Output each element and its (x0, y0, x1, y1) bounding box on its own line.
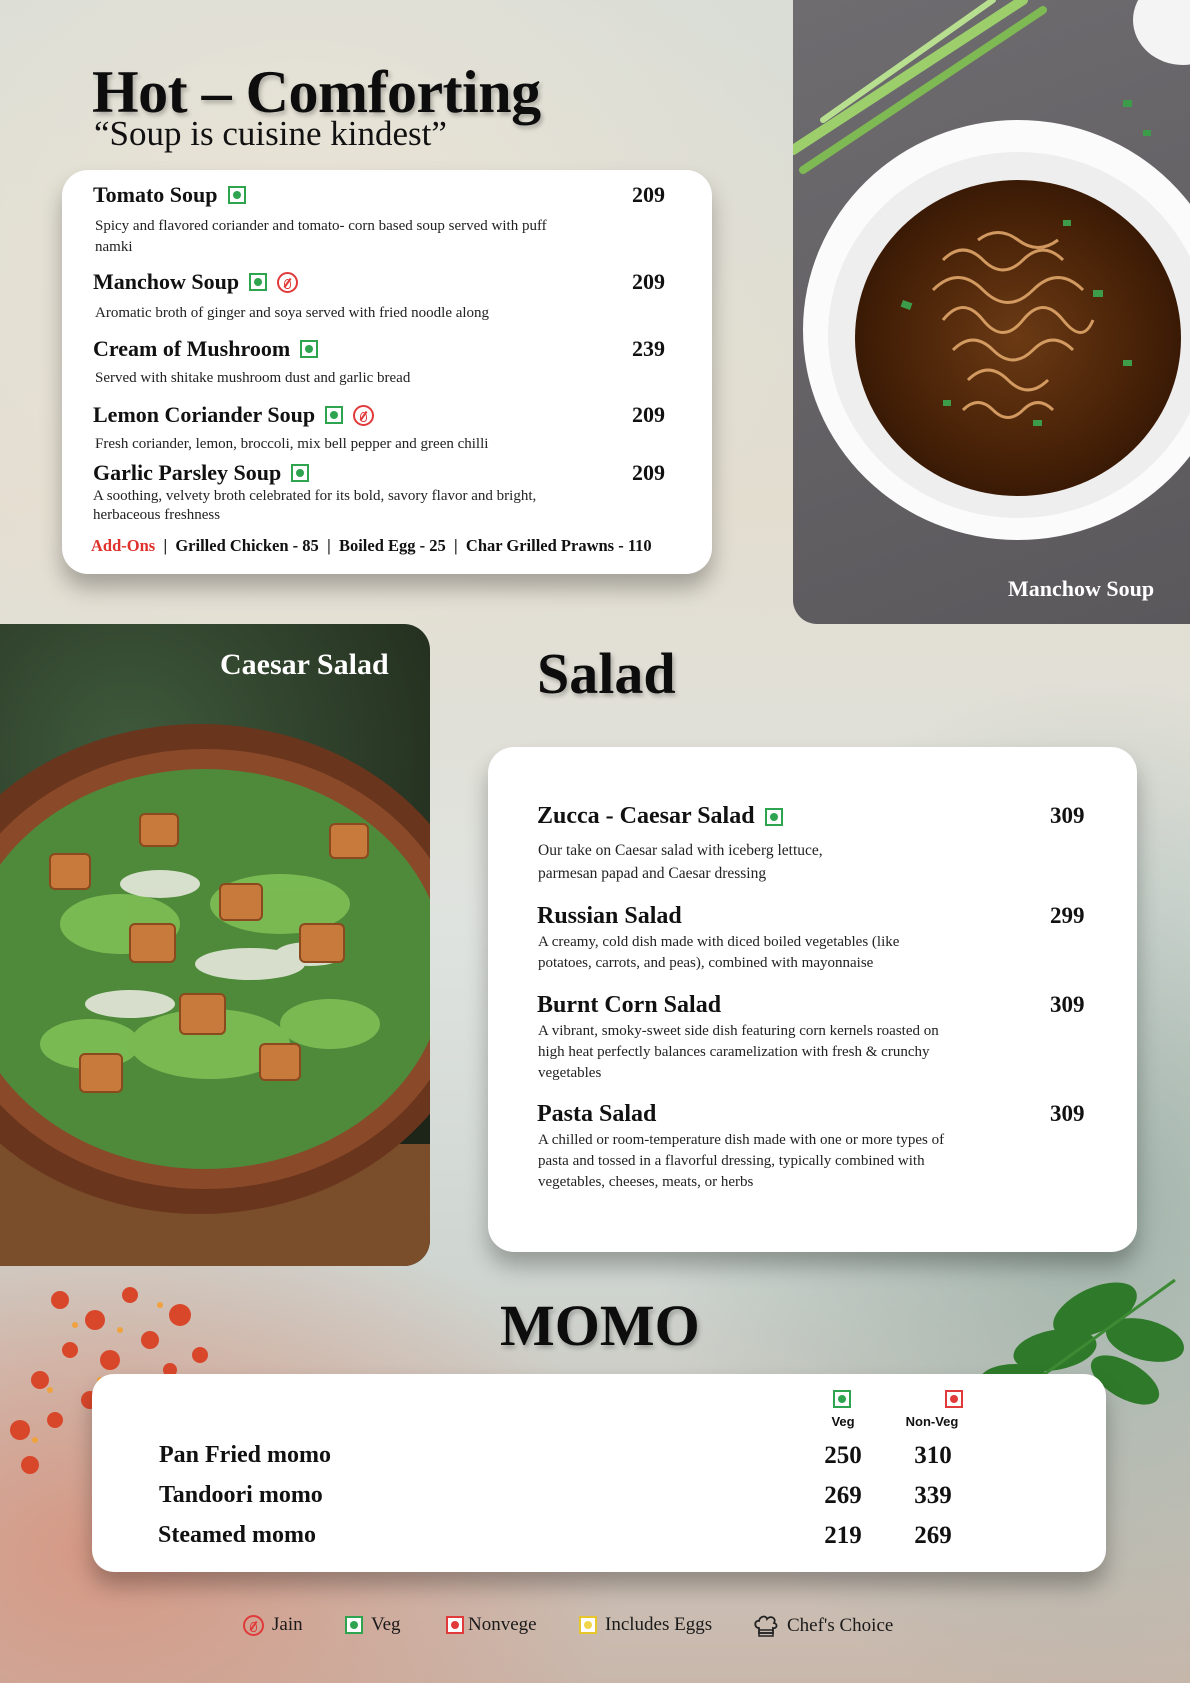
veg-icon (228, 186, 246, 204)
menu-item-name: Manchow Soup (93, 269, 240, 294)
momo-section-title: MOMO (500, 1293, 700, 1358)
veg-icon (325, 406, 343, 424)
menu-item-description: Fresh coriander, lemon, broccoli, mix bell pepper and green chilli (95, 436, 489, 452)
menu-item-name: Cream of Mushroom (93, 336, 291, 361)
veg-icon (833, 1390, 851, 1408)
legend-label: Chef's Choice (787, 1615, 894, 1636)
momo-row-nonveg-price: 339 (914, 1482, 952, 1509)
menu-item-name-row (93, 182, 246, 208)
legend-veg (345, 1614, 401, 1636)
menu-item-description: A vibrant, smoky-sweet side dish featuring corn kernels roasted on high heat perfectly balances caramelization with fresh & crunchy vegetables (538, 1023, 939, 1081)
addon-item: Char Grilled Prawns - 110 (465, 536, 652, 555)
soup-section-title: Hot – Comforting (92, 59, 541, 125)
menu-item-description: Our take on Caesar salad with iceberg lettuce, parmesan papad and Caesar dressing (538, 842, 823, 882)
menu-item-price: 309 (1050, 992, 1085, 1017)
menu-item-description: Aromatic broth of ginger and soya served with fried noodle along (95, 305, 490, 321)
menu-item-price: 239 (632, 336, 665, 361)
addons-separator: | (322, 536, 335, 555)
menu-item-price: 309 (1050, 803, 1085, 828)
veg-icon (300, 340, 318, 358)
menu-item-name: Burnt Corn Salad (537, 992, 722, 1018)
jain-icon (277, 272, 298, 293)
menu-item-price: 209 (632, 182, 665, 207)
momo-row-name: Tandoori momo (159, 1482, 323, 1508)
menu-item-price: 299 (1050, 903, 1085, 928)
legend-label: Veg (371, 1614, 401, 1635)
legend-label: Includes Eggs (605, 1614, 713, 1635)
addon-item: Boiled Egg - 25 (338, 536, 446, 555)
soup-menu-card (62, 170, 712, 574)
menu-item-price: 209 (632, 460, 665, 485)
veg-icon (345, 1616, 363, 1634)
nonveg-icon (446, 1616, 464, 1634)
momo-col-nonveg-header: Non-Veg (905, 1414, 959, 1429)
menu-item-description: Served with shitake mushroom dust and garlic bread (95, 370, 411, 386)
manchow-soup-photo (793, 0, 1190, 624)
menu-item-price: 209 (632, 269, 665, 294)
menu-item-name-row (93, 336, 318, 362)
veg-icon (291, 464, 309, 482)
momo-row-nonveg-price: 269 (914, 1522, 952, 1549)
salad-menu-card (488, 747, 1137, 1252)
menu-item-description: A chilled or room-temperature dish made with one or more types of pasta and tossed in a flavorful dressing, typically combined with vegetables, cheeses, meats, or herbs (538, 1132, 945, 1190)
addons-separator: | (159, 536, 172, 555)
legend-chef-choice (753, 1614, 893, 1638)
veg-icon (765, 808, 783, 826)
menu-item-name: Pasta Salad (537, 1101, 657, 1127)
salad-section-title: Salad (537, 641, 676, 706)
addons-label: Add-Ons (91, 536, 156, 555)
menu-item-name: Russian Salad (537, 903, 682, 929)
nonveg-icon (945, 1390, 963, 1408)
caesar-salad-photo (0, 624, 430, 1266)
veg-icon (249, 273, 267, 291)
menu-item-name: Zucca - Caesar Salad (537, 803, 755, 829)
jain-icon (243, 1615, 264, 1636)
menu-item-name-row (93, 460, 309, 486)
legend-label: Jain (272, 1614, 303, 1635)
soup-bowl-illustration (793, 0, 1190, 624)
salad-photo-caption: Caesar Salad (220, 648, 389, 681)
legend-label: Nonvege (468, 1614, 537, 1635)
addons-separator: | (449, 536, 462, 555)
menu-item-name: Garlic Parsley Soup (93, 460, 282, 485)
menu-item-name-row (537, 803, 783, 830)
legend-nonveg (446, 1614, 537, 1636)
momo-row-veg-price: 219 (824, 1522, 862, 1549)
addon-item: Grilled Chicken - 85 (175, 536, 319, 555)
legend-eggs (579, 1614, 712, 1636)
menu-item-name-row (93, 269, 298, 295)
menu-item-price: 209 (632, 402, 665, 427)
momo-row-name: Steamed momo (158, 1522, 316, 1548)
chef-hat-icon (753, 1614, 779, 1638)
menu-item-price: 309 (1050, 1101, 1085, 1126)
momo-row-nonveg-price: 310 (914, 1442, 952, 1469)
momo-row-name: Pan Fried momo (159, 1442, 331, 1468)
salad-bowl-illustration (0, 624, 430, 1266)
menu-item-name: Lemon Coriander Soup (93, 402, 316, 427)
menu-item-description: A creamy, cold dish made with diced boiled vegetables (like potatoes, carrots, and peas), combined with mayonnaise (538, 934, 900, 971)
menu-item-name-row (93, 402, 374, 428)
menu-item-description: A soothing, velvety broth celebrated for its bold, savory flavor and bright, herbaceous freshness (93, 488, 537, 523)
menu-item-name: Tomato Soup (93, 182, 218, 207)
jain-icon (353, 405, 374, 426)
momo-row-veg-price: 269 (824, 1482, 862, 1509)
addons-line (91, 536, 652, 556)
egg-icon (579, 1616, 597, 1634)
momo-row-veg-price: 250 (824, 1442, 862, 1469)
soup-quote: “Soup is cuisine kindest” (94, 114, 447, 153)
momo-col-veg-header: Veg (831, 1414, 855, 1429)
legend-jain (243, 1614, 303, 1636)
menu-item-description: Spicy and flavored coriander and tomato- corn based soup served with puff namki (95, 218, 547, 255)
soup-photo-caption: Manchow Soup (1008, 576, 1155, 601)
momo-menu-card (92, 1374, 1106, 1572)
